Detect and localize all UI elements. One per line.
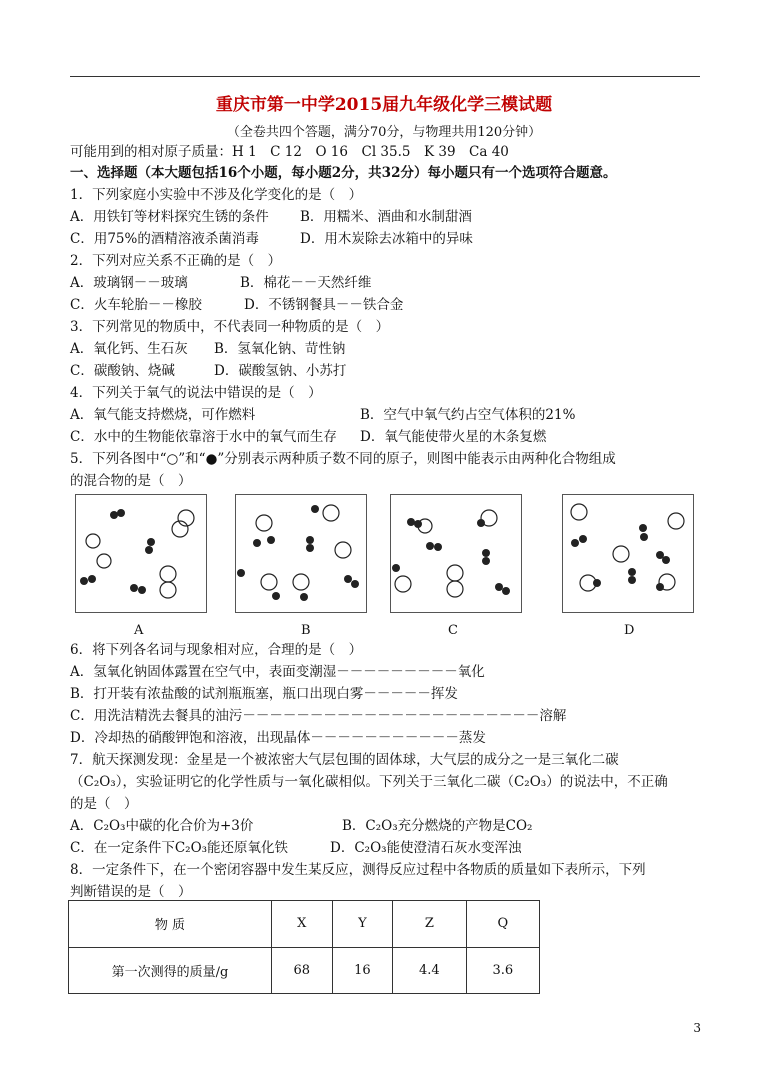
q4-stem: 4．下列关于氧气的说法中错误的是（ ） (70, 385, 322, 401)
q5-stem-cont: 的混合物的是（ ） (70, 473, 192, 489)
q7-stem-cont: （C₂O₃），实验证明它的化学性质与一氧化碳相似。下列关于三氧化二碳（C₂O₃）的说法中，不正确 (70, 774, 668, 790)
page-title: 重庆市第一中学2015届九年级化学三模试题 (215, 95, 553, 115)
q8-stem-cont: 判断错误的是（ ） (70, 884, 192, 900)
q3-option-c: C．碳酸钠、烧碱 (70, 363, 175, 379)
q8-stem: 8．一定条件下，在一个密闭容器中发生某反应，测得反应过程中各物质的质量如下表所示，下列 (70, 862, 646, 878)
q2-stem: 2．下列对应关系不正确的是（ ） (70, 253, 282, 269)
table-cell: 16 (332, 947, 393, 994)
molecule-figures (75, 494, 700, 614)
page-number: 3 (693, 1021, 701, 1035)
figure-panel-b (235, 494, 367, 613)
table-cell: 3.6 (466, 947, 539, 994)
section-heading: 一、选择题（本大题包括16个小题，每小题2分，共32分）每小题只有一个选项符合题意。 (70, 165, 617, 181)
q3-option-d: D．碳酸氢钠、小苏打 (214, 363, 347, 379)
q4-option-d: D．氧气能使带火星的木条复燃 (360, 429, 547, 445)
q4-option-c: C．水中的生物能依靠溶于水中的氧气而生存 (70, 429, 337, 445)
table-header-cell: X (272, 901, 333, 948)
q1-option-a: A．用铁钉等材料探究生锈的条件 (70, 209, 269, 225)
q2-option-b: B．棉花－－天然纤维 (240, 275, 372, 291)
molecule-diagram-c (391, 495, 521, 612)
q1-option-c: C．用75%的酒精溶液杀菌消毒 (70, 231, 259, 247)
panel-label-b: B (301, 623, 311, 638)
q3-stem: 3．下列常见的物质中，不代表同一种物质的是（ ） (70, 319, 390, 335)
q6-option-a: A．氢氧化钠固体露置在空气中，表面变潮湿－－－－－－－－－氧化 (70, 664, 485, 680)
molecule-diagram-d (563, 495, 693, 612)
table-header-cell: Q (466, 901, 539, 948)
panel-label-d: D (624, 623, 635, 638)
table-header-cell: Y (332, 901, 393, 948)
q6-option-c: C．用洗洁精洗去餐具的油污－－－－－－－－－－－－－－－－－－－－－－溶解 (70, 708, 567, 724)
q6-stem: 6．将下列各名词与现象相对应，合理的是（ ） (70, 642, 363, 658)
q6-option-b: B．打开装有浓盐酸的试剂瓶瓶塞，瓶口出现白雾－－－－－挥发 (70, 686, 458, 702)
table-header-cell: 物 质 (69, 901, 272, 948)
table-header-row (69, 901, 540, 948)
q7-option-c: C．在一定条件下C₂O₃能还原氧化铁 (70, 840, 289, 856)
q3-option-b: B．氢氧化钠、苛性钠 (214, 341, 346, 357)
q4-option-a: A．氧气能支持燃烧，可作燃料 (70, 407, 256, 423)
molecule-diagram-a (76, 495, 206, 612)
figure-panel-c (390, 494, 522, 613)
table-row (69, 947, 540, 994)
table-cell: 4.4 (393, 947, 466, 994)
table-cell: 68 (272, 947, 333, 994)
table-header-cell: Z (393, 901, 466, 948)
q7-option-a: A．C₂O₃中碳的化合价为+3价 (70, 818, 254, 834)
q2-option-d: D．不锈钢餐具－－铁合金 (244, 297, 404, 313)
molecule-diagram-b (236, 495, 366, 612)
panel-label-c: C (448, 623, 458, 638)
q7-option-d: D．C₂O₃能使澄清石灰水变浑浊 (330, 840, 522, 856)
q4-option-b: B．空气中氧气约占空气体积的21% (360, 407, 576, 423)
q6-option-d: D．冷却热的硝酸钾饱和溶液，出现晶体－－－－－－－－－－－蒸发 (70, 730, 486, 746)
figure-panel-a (75, 494, 207, 613)
mass-table (68, 900, 540, 994)
q1-option-b: B．用糯米、酒曲和水制甜酒 (300, 209, 472, 225)
q2-option-a: A．玻璃钢－－玻璃 (70, 275, 188, 291)
table-cell: 第一次测得的质量/g (69, 947, 272, 994)
top-rule (70, 76, 700, 77)
subtitle: （全卷共四个答题，满分70分，与物理共用120分钟） (226, 125, 542, 140)
q2-option-c: C．火车轮胎－－橡胶 (70, 297, 202, 313)
q1-stem: 1．下列家庭小实验中不涉及化学变化的是（ ） (70, 187, 363, 203)
atomic-masses: 可能用到的相对原子质量：H 1 C 12 O 16 Cl 35.5 K 39 Ca 40 (70, 144, 509, 160)
panel-label-a: A (134, 623, 144, 638)
q5-stem: 5．下列各图中“○”和“●”分别表示两种质子数不同的原子，则图中能表示由两种化合物组成 (70, 451, 616, 467)
q1-option-d: D．用木炭除去冰箱中的异味 (300, 231, 473, 247)
q3-option-a: A．氧化钙、生石灰 (70, 341, 188, 357)
q7-stem: 7．航天探测发现：金星是一个被浓密大气层包围的固体球，大气层的成分之一是三氧化二碳 (70, 752, 619, 768)
q7-stem-end: 的是（ ） (70, 796, 138, 812)
figure-panel-d (562, 494, 694, 613)
q7-option-b: B．C₂O₃充分燃烧的产物是CO₂ (342, 818, 533, 834)
